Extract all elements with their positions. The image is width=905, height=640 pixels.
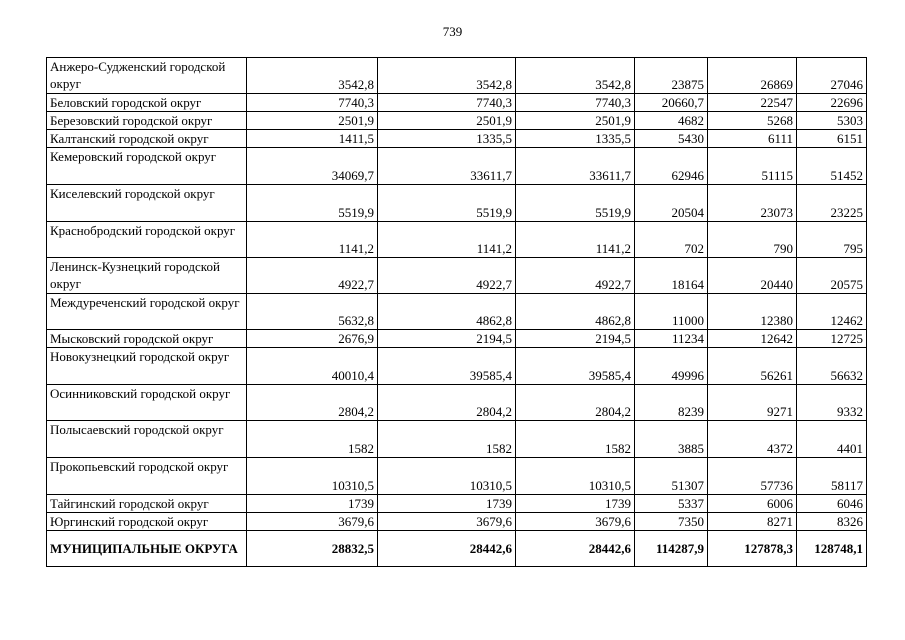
value-cell: 49996 [635,348,708,385]
table-row [47,222,867,258]
value-cell: 9332 [797,385,867,421]
budget-table [46,57,867,567]
table-row [47,385,867,421]
value-cell: 8239 [635,385,708,421]
value-cell: 1739 [516,495,635,513]
row-label: Юргинский городской округ [47,513,247,531]
value-cell: 10310,5 [247,458,378,495]
value-cell: 28832,5 [247,531,378,567]
table-row [47,130,867,148]
value-cell: 57736 [708,458,797,495]
value-cell: 28442,6 [378,531,516,567]
value-cell: 56261 [708,348,797,385]
row-label: Ленинск-Кузнецкий городской округ [47,258,247,294]
value-cell: 4682 [635,112,708,130]
value-cell: 39585,4 [378,348,516,385]
table-row [47,294,867,330]
value-cell: 1335,5 [378,130,516,148]
table-row [47,513,867,531]
value-cell: 11000 [635,294,708,330]
value-cell: 5519,9 [247,185,378,222]
value-cell: 1582 [378,421,516,458]
table-row [47,421,867,458]
value-cell: 2194,5 [378,330,516,348]
value-cell: 1739 [247,495,378,513]
row-label: Киселевский городской округ [47,185,247,222]
value-cell: 1582 [247,421,378,458]
value-cell: 114287,9 [635,531,708,567]
row-label: Междуреченский городской округ [47,294,247,330]
value-cell: 1141,2 [247,222,378,258]
row-label: Березовский городской округ [47,112,247,130]
value-cell: 7350 [635,513,708,531]
value-cell: 58117 [797,458,867,495]
value-cell: 51115 [708,148,797,185]
value-cell: 51307 [635,458,708,495]
table-total-row [47,531,867,567]
value-cell: 1141,2 [378,222,516,258]
value-cell: 7740,3 [516,94,635,112]
value-cell: 12380 [708,294,797,330]
value-cell: 795 [797,222,867,258]
table-row [47,148,867,185]
value-cell: 26869 [708,58,797,94]
value-cell: 5268 [708,112,797,130]
value-cell: 3542,8 [516,58,635,94]
table-row [47,94,867,112]
table-row [47,58,867,94]
value-cell: 128748,1 [797,531,867,567]
value-cell: 5519,9 [516,185,635,222]
value-cell: 2804,2 [378,385,516,421]
value-cell: 7740,3 [247,94,378,112]
value-cell: 1582 [516,421,635,458]
value-cell: 2804,2 [516,385,635,421]
value-cell: 3679,6 [516,513,635,531]
row-label: Полысаевский городской округ [47,421,247,458]
row-label: Прокопьевский городской округ [47,458,247,495]
table-row [47,458,867,495]
value-cell: 10310,5 [378,458,516,495]
value-cell: 1411,5 [247,130,378,148]
value-cell: 1335,5 [516,130,635,148]
value-cell: 3542,8 [247,58,378,94]
value-cell: 20575 [797,258,867,294]
value-cell: 7740,3 [378,94,516,112]
value-cell: 2501,9 [378,112,516,130]
page-number: 739 [442,24,463,39]
table-body [47,58,867,567]
value-cell: 22547 [708,94,797,112]
value-cell: 5519,9 [378,185,516,222]
value-cell: 23225 [797,185,867,222]
value-cell: 20504 [635,185,708,222]
value-cell: 8326 [797,513,867,531]
value-cell: 6111 [708,130,797,148]
value-cell: 40010,4 [247,348,378,385]
value-cell: 4922,7 [247,258,378,294]
value-cell: 4922,7 [378,258,516,294]
value-cell: 3679,6 [378,513,516,531]
value-cell: 12725 [797,330,867,348]
value-cell: 6151 [797,130,867,148]
value-cell: 4401 [797,421,867,458]
value-cell: 1739 [378,495,516,513]
value-cell: 4862,8 [516,294,635,330]
value-cell: 20440 [708,258,797,294]
row-label: Мысковский городской округ [47,330,247,348]
value-cell: 4922,7 [516,258,635,294]
value-cell: 3679,6 [247,513,378,531]
value-cell: 11234 [635,330,708,348]
value-cell: 2501,9 [516,112,635,130]
table-row [47,258,867,294]
value-cell: 20660,7 [635,94,708,112]
value-cell: 1141,2 [516,222,635,258]
value-cell: 23073 [708,185,797,222]
value-cell: 4862,8 [378,294,516,330]
value-cell: 2194,5 [516,330,635,348]
value-cell: 3542,8 [378,58,516,94]
value-cell: 39585,4 [516,348,635,385]
value-cell: 33611,7 [378,148,516,185]
value-cell: 23875 [635,58,708,94]
value-cell: 2804,2 [247,385,378,421]
table-row [47,112,867,130]
value-cell: 28442,6 [516,531,635,567]
value-cell: 27046 [797,58,867,94]
value-cell: 22696 [797,94,867,112]
value-cell: 702 [635,222,708,258]
value-cell: 5430 [635,130,708,148]
value-cell: 33611,7 [516,148,635,185]
value-cell: 51452 [797,148,867,185]
table-row [47,330,867,348]
value-cell: 12642 [708,330,797,348]
row-label: Анжеро-Судженский городской округ [47,58,247,94]
row-label: Кемеровский городской округ [47,148,247,185]
table-row [47,185,867,222]
value-cell: 5632,8 [247,294,378,330]
value-cell: 12462 [797,294,867,330]
row-label: Краснобродский городской округ [47,222,247,258]
value-cell: 8271 [708,513,797,531]
value-cell: 5303 [797,112,867,130]
value-cell: 18164 [635,258,708,294]
value-cell: 56632 [797,348,867,385]
value-cell: 34069,7 [247,148,378,185]
value-cell: 127878,3 [708,531,797,567]
value-cell: 9271 [708,385,797,421]
value-cell: 3885 [635,421,708,458]
row-label: Калтанский городской округ [47,130,247,148]
row-label: Новокузнецкий городской округ [47,348,247,385]
value-cell: 790 [708,222,797,258]
row-label: МУНИЦИПАЛЬНЫЕ ОКРУГА [47,531,247,567]
row-label: Тайгинский городской округ [47,495,247,513]
value-cell: 6046 [797,495,867,513]
value-cell: 2676,9 [247,330,378,348]
row-label: Осинниковский городской округ [47,385,247,421]
value-cell: 10310,5 [516,458,635,495]
value-cell: 4372 [708,421,797,458]
row-label: Беловский городской округ [47,94,247,112]
table-row [47,495,867,513]
value-cell: 5337 [635,495,708,513]
value-cell: 6006 [708,495,797,513]
table-row [47,348,867,385]
value-cell: 2501,9 [247,112,378,130]
value-cell: 62946 [635,148,708,185]
